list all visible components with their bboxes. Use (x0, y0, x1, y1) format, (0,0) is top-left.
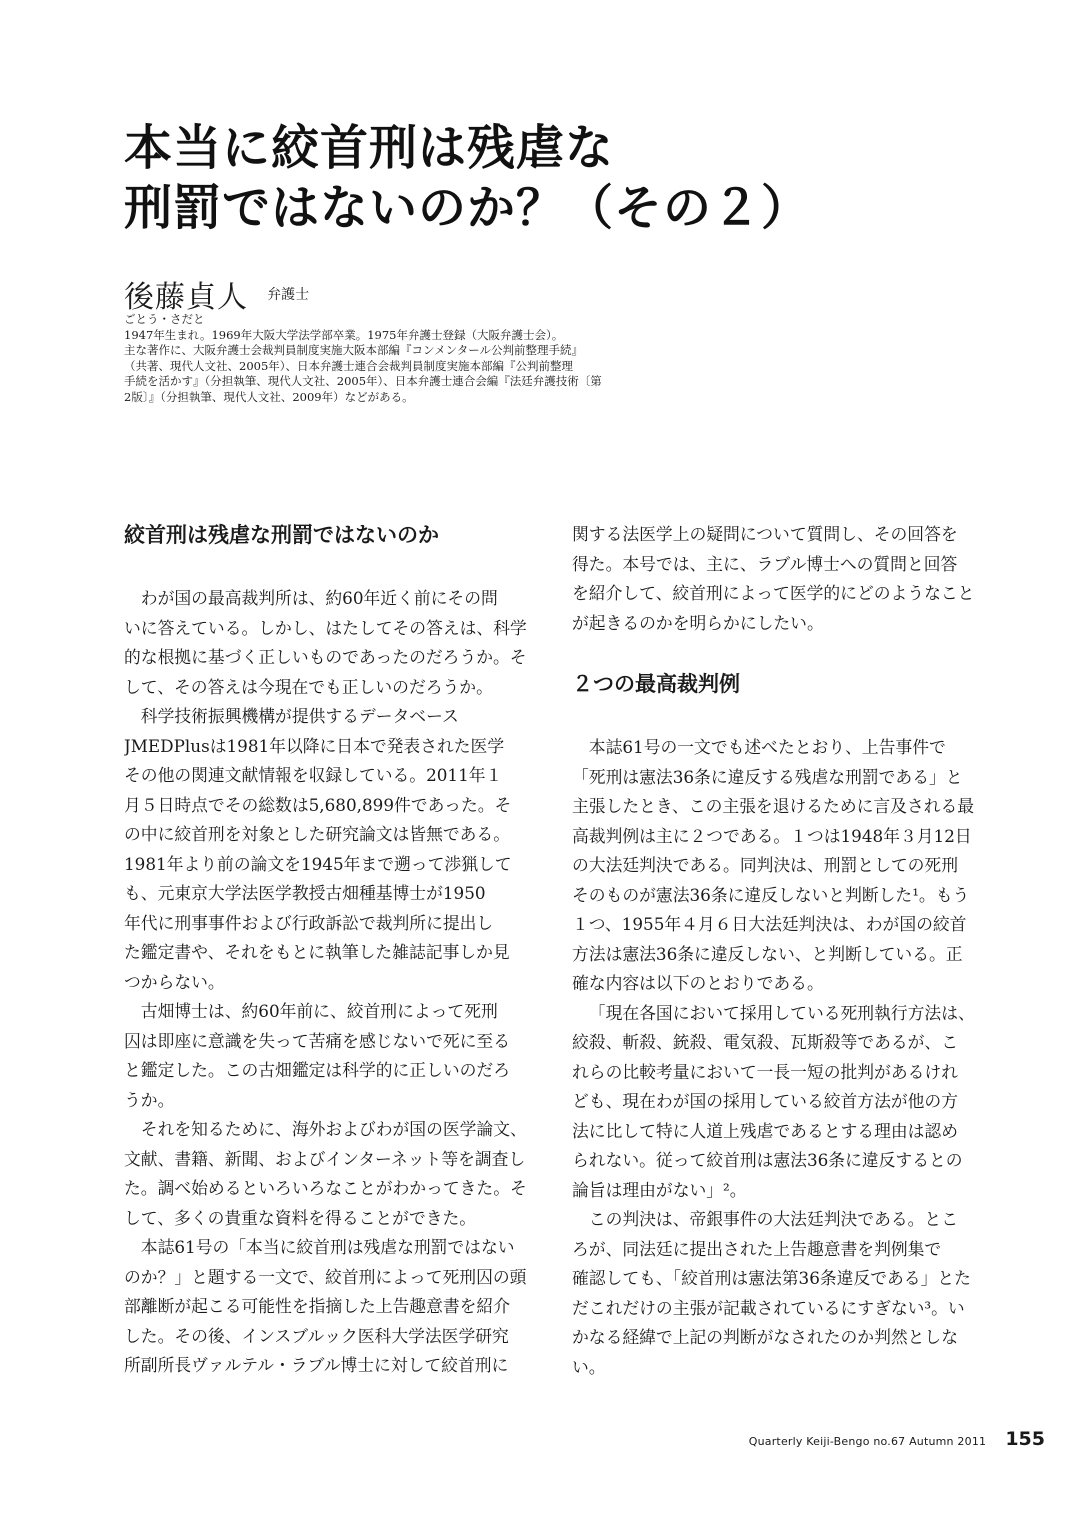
text-line: 本誌61号の一文でも述べたとおり、上告事件で (588, 737, 946, 757)
text-line: 1981年より前の論文を1945年まで遡って渉猟して (124, 853, 512, 874)
text-line: も、元東京大学法医学教授古畑種基博士が1950 (124, 883, 486, 903)
page-footer (749, 1428, 1045, 1450)
bio-line: 1947年生まれ。1969年大阪大学法学部卒業。1975年弁護士登録（大阪弁護士会）。 (124, 327, 564, 342)
bio-line: （共著、現代人文社、2005年）、日本弁護士連合会裁判員制度実施本部編『公判前整理 (124, 358, 574, 373)
paragraph (124, 584, 536, 702)
text-line: 所副所長ヴァルテル・ラブル博士に対して絞首刑に (124, 1355, 509, 1375)
author-line (124, 272, 309, 316)
paragraph (124, 1115, 536, 1233)
text-line: わが国の最高裁判所は、約60年近く前にその問 (140, 588, 498, 608)
text-line: この判決は、帝銀事件の大法廷判決である。とこ (588, 1209, 958, 1229)
text-line: 部離断が起こる可能性を指摘した上告趣意書を紹介 (124, 1296, 510, 1316)
text-line: 法に比して特に人道上残虐であるとする理由は認め (572, 1120, 958, 1141)
text-line: 得た。本号では、主に、ラブル博士への質問と回答 (572, 553, 958, 574)
text-line: して、その答えは今現在でも正しいのだろうか。 (124, 676, 493, 697)
text-line: ろが、同法廷に提出された上告趣意書を判例集で (572, 1238, 942, 1259)
bio-line: 手続を活かす』（分担執筆、現代人文社、2005年）、日本弁護士連合会編『法廷弁護技術〔第 (124, 374, 602, 388)
text-line: 月５日時点でその総数は5,680,899件であった。そ (124, 794, 512, 815)
text-line: の中に絞首刑を対象とした研究論文は皆無である。 (124, 824, 510, 844)
text-line: が起きるのかを明らかにしたい。 (572, 612, 824, 633)
text-line: 古畑博士は、約60年前に、絞首刑によって死刑 (140, 1001, 498, 1021)
text-line: 本誌61号の「本当に絞首刑は残虐な刑罰ではない (140, 1237, 515, 1257)
paragraph (572, 733, 984, 999)
title-line-1: 本当に絞首刑は残虐な (124, 120, 615, 176)
text-line: した。その後、インスブルック医科大学法医学研究 (124, 1325, 509, 1346)
text-line: つからない。 (124, 971, 225, 992)
bio-line: 2版〕』（分担執筆、現代人文社、2009年）などがある。 (124, 389, 414, 404)
text-line: １つ、1955年４月６日大法廷判決は、わが国の絞首 (572, 914, 967, 934)
text-line: 確認しても、「絞首刑は憲法第36条違反である」とた (572, 1268, 971, 1288)
paragraph (572, 520, 984, 638)
text-line: 関する法医学上の疑問について質問し、その回答を (572, 524, 958, 544)
text-line: 方法は憲法36条に違反しない、と判断している。正 (572, 943, 963, 964)
text-line: その他の関連文献情報を収録している。2011年１ (124, 765, 503, 785)
author-name: 後藤貞人 (124, 280, 248, 315)
author-role: 弁護士 (267, 287, 310, 303)
text-line: それを知るために、海外およびわが国の医学論文、 (140, 1119, 527, 1139)
text-line: の大法廷判決である。同判決は、刑罰としての死刑 (572, 855, 958, 875)
text-line: られない。従って絞首刑は憲法36条に違反するとの (572, 1150, 963, 1170)
text-line: JMEDPlusは1981年以降に日本で発表された医学 (124, 735, 505, 756)
bio-line: ごとう・さだと (124, 312, 205, 326)
text-line: 高裁判例は主に２つである。１つは1948年３月12日 (572, 825, 972, 846)
text-line: ども、現在わが国の採用している絞首方法が他の方 (572, 1091, 958, 1111)
text-line: 論旨は理由がない」²。 (572, 1179, 747, 1200)
text-line: いに答えている。しかし、はたしてその答えは、科学 (124, 617, 527, 638)
text-line: い。 (572, 1356, 606, 1377)
text-line: と鑑定した。この古畑鑑定は科学的に正しいのだろ (124, 1060, 510, 1080)
text-line: うか。 (124, 1089, 175, 1110)
text-line: 「死刑は憲法36条に違反する残虐な刑罰である」と (572, 766, 963, 787)
text-line: 文献、書籍、新聞、およびインターネット等を調査し (124, 1148, 526, 1169)
paragraph (572, 1205, 984, 1382)
text-line: 主張したとき、この主張を退けるために言及される最 (572, 796, 975, 816)
page-number: 155 (1005, 1428, 1045, 1450)
title-line-2: 刑罰ではないのか？（その２） (124, 180, 811, 236)
text-line: して、多くの貴重な資料を得ることができた。 (124, 1207, 477, 1228)
text-line: 科学技術振興機構が提供するデータベース (140, 706, 459, 726)
article-title (124, 118, 1024, 238)
text-line: れらの比較考量において一長一短の批判があるけれ (572, 1061, 958, 1082)
text-line: だこれだけの主張が記載されているにすぎない³。い (572, 1297, 965, 1318)
paragraph (572, 999, 984, 1206)
section-heading-1: 絞首刑は残虐な刑罰ではないのか (124, 522, 439, 547)
paragraph (124, 997, 536, 1115)
text-line: のか？」と題する一文で、絞首刑によって死刑囚の頭 (124, 1266, 527, 1287)
text-line: 的な根拠に基づく正しいものであったのだろうか。そ (124, 647, 527, 667)
text-line: 囚は即座に意識を失って苦痛を感じないで死に至る (124, 1030, 510, 1051)
text-line: そのものが憲法36条に違反しないと判断した¹。もう (572, 884, 970, 905)
section-heading-2: ２つの最高裁判例 (572, 671, 740, 696)
bio-line: 主な著作に、大阪弁護士会裁判員制度実施大阪本部編『コンメンタール公判前整理手続』 (124, 343, 583, 357)
text-line: 確な内容は以下のとおりである。 (572, 973, 824, 993)
paragraph (124, 1233, 536, 1381)
text-line: 絞殺、斬殺、銃殺、電気殺、瓦斯殺等であるが、こ (572, 1032, 958, 1052)
journal-name: Quarterly Keiji-Bengo no.67 Autumn 2011 (748, 1435, 987, 1448)
text-line: た鑑定書や、それをもとに執筆した雑誌記事しか見 (124, 942, 510, 962)
text-line: かなる経緯で上記の判断がなされたのか判然としな (572, 1327, 958, 1347)
paragraph (124, 702, 536, 997)
left-column (124, 520, 536, 1381)
text-line: た。調べ始めるといろいろなことがわかってきた。そ (124, 1178, 527, 1198)
text-line: を紹介して、絞首刑によって医学的にどのようなこと (572, 583, 975, 603)
text-line: 「現在各国において採用している死刑執行方法は、 (588, 1002, 975, 1023)
author-bio (124, 312, 684, 405)
text-line: 年代に刑事事件および行政訴訟で裁判所に提出し (124, 912, 494, 933)
right-column (572, 520, 984, 1382)
